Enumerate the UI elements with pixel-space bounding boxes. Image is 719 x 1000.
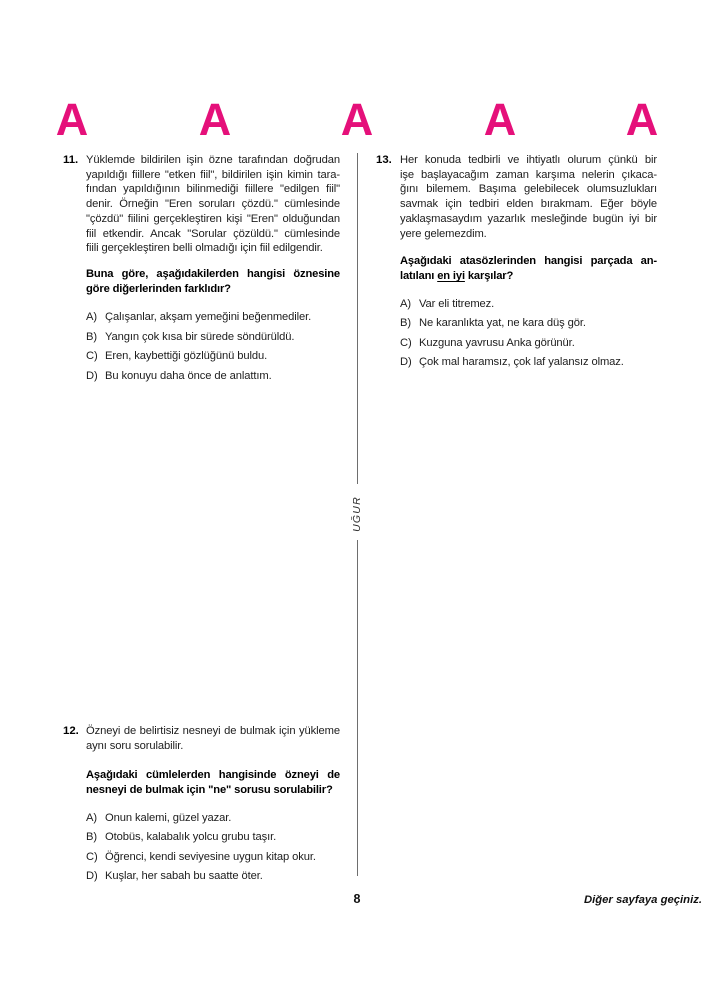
question-body <box>63 724 340 884</box>
option-text: Onun kalemi, güzel yazar. <box>105 811 232 824</box>
question-number: 11. <box>63 153 79 166</box>
question-11 <box>63 153 340 388</box>
option-text: Eren, kaybettiği gözlüğünü buldu. <box>105 350 268 363</box>
option-label: D) <box>86 870 98 883</box>
question-stem <box>86 768 340 797</box>
option-label: C) <box>86 350 98 363</box>
body-line: fından yapıldığının bilinmediği fiillere "edilgen fiil" <box>86 183 340 196</box>
option-label: A) <box>86 311 97 324</box>
option-label: D) <box>86 369 98 382</box>
option-label: A) <box>86 811 97 824</box>
options-list <box>400 297 657 370</box>
body-line: yaklaşmasaydım yazarlık mesleğinde bugün iyi bir <box>400 212 657 225</box>
question-body <box>376 153 657 370</box>
option-text: Çok mal haramsız, çok laf yalansız olmaz. <box>419 356 624 369</box>
body-line: ğını bilemem. Başıma gelebilecek olumsuzlukları <box>400 183 657 196</box>
question-12 <box>63 724 340 889</box>
body-line: işe başlayacağım zaman karşıma nelerin çıkaca- <box>400 168 657 181</box>
stem-line: göre diğerlerinden farklıdır? <box>86 282 231 295</box>
option-label: B) <box>400 317 411 330</box>
body-line: aynı soru sorulabilir. <box>86 739 184 752</box>
option-text: Var eli titremez. <box>419 297 495 310</box>
option-row <box>86 310 340 325</box>
publisher-watermark: UĞUR <box>351 496 363 532</box>
option-label: B) <box>86 831 97 844</box>
stem-line: Aşağıdaki cümlelerden hangisinde özneyi de <box>86 769 340 782</box>
stem-text-pre: latılanı <box>400 269 438 282</box>
question-number: 13. <box>376 153 392 166</box>
option-row <box>400 336 657 351</box>
option-label: D) <box>400 356 412 369</box>
stem-text-post: karşılar? <box>464 269 514 282</box>
header-letter-a-5: A <box>625 94 659 145</box>
option-text: Otobüs, kalabalık yolcu grubu taşır. <box>105 831 277 844</box>
option-label: B) <box>86 330 97 343</box>
option-text: Ne karanlıkta yat, ne kara düş gör. <box>419 317 586 330</box>
body-line: savmak için tedbiri elden bırakmam. Eğer böyle <box>400 198 657 211</box>
header-letter-a-2: A <box>198 94 232 145</box>
question-number: 12. <box>63 724 79 737</box>
footer-instruction: Diğer sayfaya geçiniz. <box>583 894 702 906</box>
column-divider-bottom <box>357 540 358 876</box>
option-row <box>400 355 657 370</box>
option-row <box>400 316 657 331</box>
body-line: fiili gerçekleştiren belli olmadığı için fiil edilgendir. <box>86 242 323 255</box>
body-line: yapıldığı fiillere "etken fiil", bildirilen işin kimin tara- <box>86 168 340 181</box>
stem-text-underlined: en iyi <box>437 269 465 282</box>
body-line: denir. Örneğin "Eren soruları çözdü." cümlesinde <box>86 198 340 211</box>
header-letter-a-3: A <box>340 94 374 145</box>
stem-line: nesneyi de bulmak için "ne" sorusu sorulabilir? <box>86 784 333 797</box>
option-label: C) <box>400 336 412 349</box>
option-row <box>86 850 340 865</box>
body-line: yere gelemezdim. <box>400 227 487 240</box>
body-line: Her konuda tedbirli ve ihtiyatlı olurum çünkü bir <box>400 154 657 166</box>
question-body <box>63 153 340 384</box>
option-text: Kuzguna yavrusu Anka görünür. <box>419 336 575 349</box>
page-number: 8 <box>353 892 361 906</box>
header-letter-a-4: A <box>483 94 517 145</box>
option-text: Bu konuyu daha önce de anlattım. <box>105 369 272 382</box>
options-list <box>86 811 340 884</box>
option-row <box>400 297 657 312</box>
body-line: Özneyi de belirtisiz nesneyi de bulmak için yükleme <box>86 725 340 737</box>
option-row <box>86 869 340 884</box>
option-row <box>86 349 340 364</box>
option-row <box>86 830 340 845</box>
stem-line <box>400 269 657 284</box>
body-line: "çözdü" fiilini gerçekleştiren kişi "Eren" olduğundan <box>86 212 340 225</box>
body-line: Yüklemde bildirilen işin özne tarafından doğrudan <box>86 154 340 166</box>
option-label: A) <box>400 297 411 310</box>
question-13 <box>376 153 657 375</box>
options-list <box>86 310 340 383</box>
stem-line: Aşağıdaki atasözlerinden hangisi parçada an- <box>400 255 657 268</box>
option-text: Öğrenci, kendi seviyesine uygun kitap okur. <box>105 850 316 863</box>
header-letter-a-1: A <box>55 94 89 145</box>
column-divider-top <box>357 153 358 484</box>
stem-line: Buna göre, aşağıdakilerden hangisi öznesine <box>86 267 340 280</box>
option-row <box>86 811 340 826</box>
option-text: Kuşlar, her sabah bu saatte öter. <box>105 870 263 883</box>
option-row <box>86 369 340 384</box>
question-stem <box>86 267 340 296</box>
option-text: Çalışanlar, akşam yemeğini beğenmediler. <box>105 311 312 324</box>
body-line: fiil etkendir. Ancak "Sorular çözüldü." cümlesinde <box>86 227 340 240</box>
question-stem <box>400 254 657 283</box>
option-text: Yangın çok kısa bir sürede söndürüldü. <box>105 330 295 343</box>
option-row <box>86 330 340 345</box>
option-label: C) <box>86 850 98 863</box>
